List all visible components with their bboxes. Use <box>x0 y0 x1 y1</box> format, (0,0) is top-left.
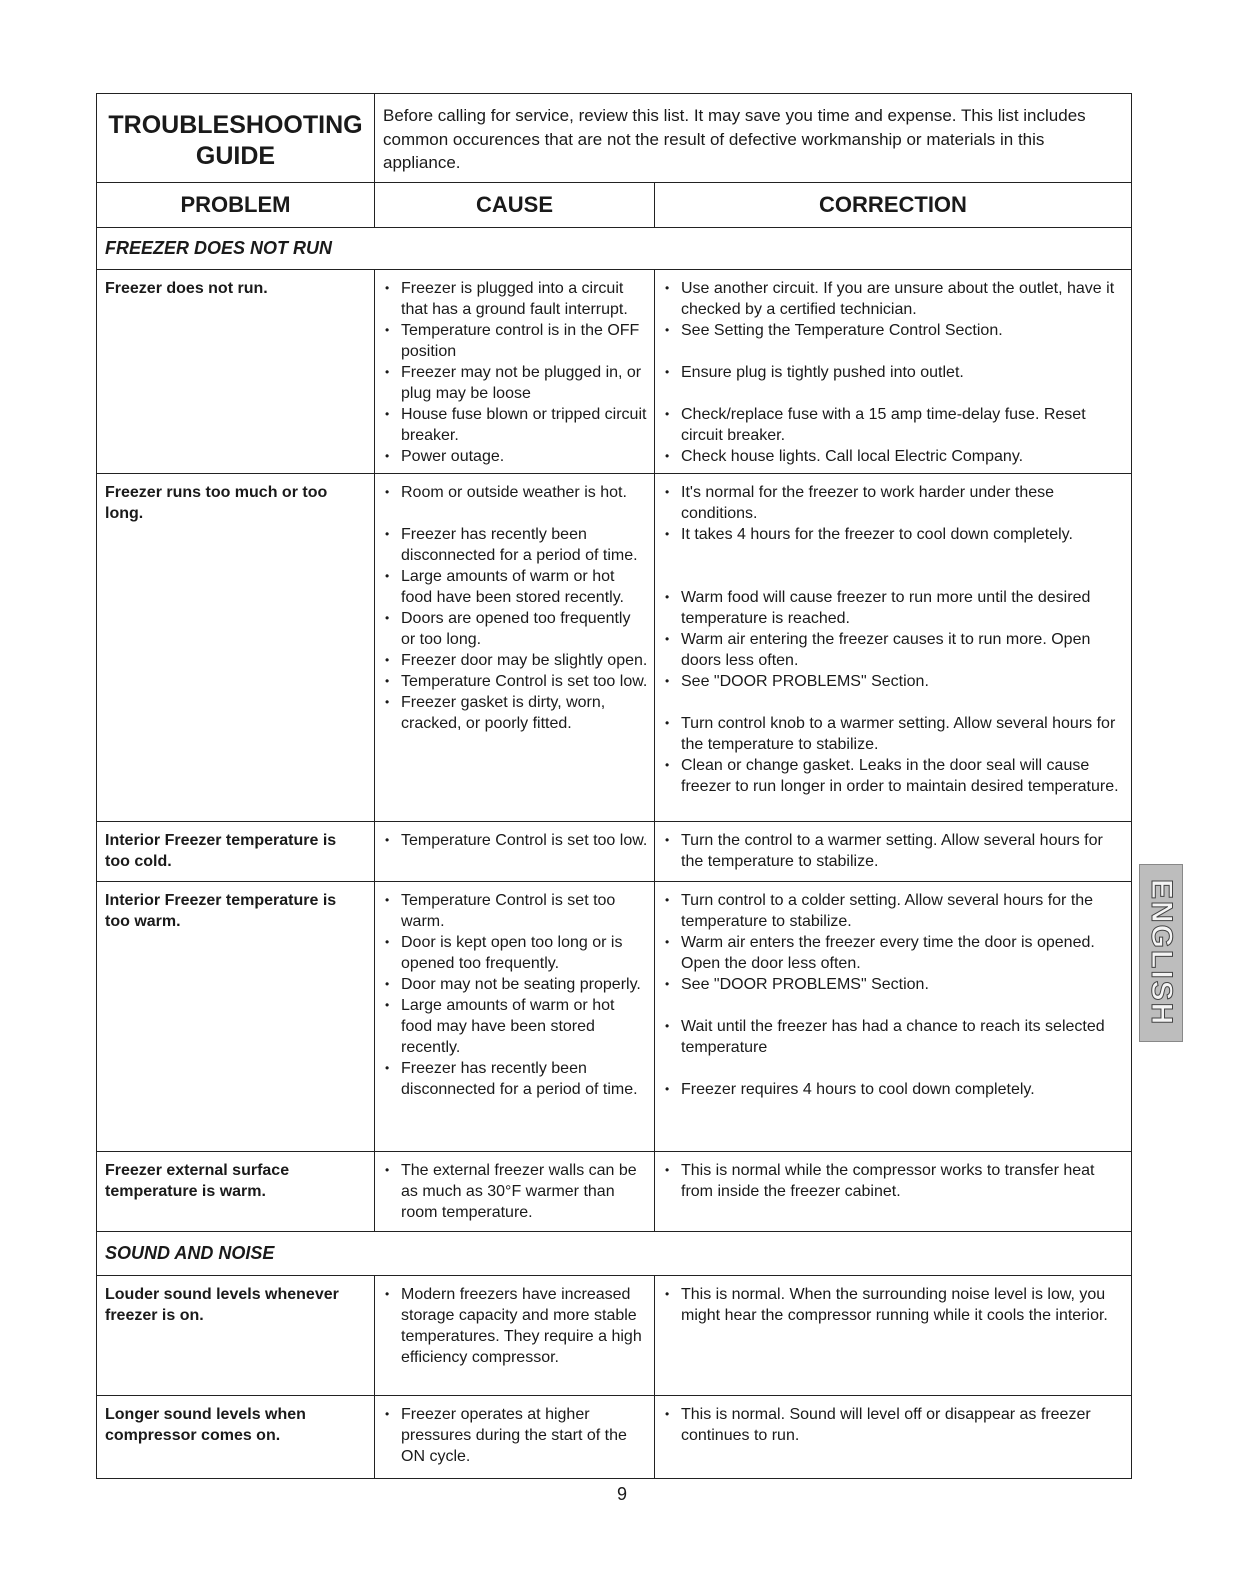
cause-item: • Room or outside weather is hot. <box>383 482 648 503</box>
correction-item: • Clean or change gasket. Leaks in the door seal will cause freezer to run longer in order to maintain desired temperature. <box>663 755 1123 797</box>
correction-item: • This is normal while the compressor works to transfer heat from inside the freezer cabinet. <box>663 1160 1123 1202</box>
cause-item: • Temperature Control is set too low. <box>383 671 648 692</box>
correction-item: • See Setting the Temperature Control Section. <box>663 320 1123 341</box>
correction-cell <box>655 1396 1131 1478</box>
cause-item: • Large amounts of warm or hot food may have been stored recently. <box>383 995 648 1058</box>
correction-item: • Warm air enters the freezer every time the door is opened. Open the door less often. <box>663 932 1123 974</box>
correction-item: • This is normal. When the surrounding noise level is low, you might hear the compressor running while it cools the interior. <box>663 1284 1123 1326</box>
table-row <box>97 882 1131 1152</box>
cause-cell <box>375 822 655 881</box>
correction-cell <box>655 474 1131 821</box>
table-row <box>97 822 1131 882</box>
cause-cell <box>375 1276 655 1395</box>
problem-cell: Louder sound levels whenever freezer is on. <box>97 1276 375 1395</box>
problem-cell: Longer sound levels when compressor comes on. <box>97 1396 375 1478</box>
cause-item: • Temperature control is in the OFF position <box>383 320 648 362</box>
table-row <box>97 1276 1131 1396</box>
table-row <box>97 1396 1131 1478</box>
correction-item: • Use another circuit. If you are unsure about the outlet, have it checked by a certified technician. <box>663 278 1123 320</box>
cause-cell <box>375 270 655 473</box>
cause-item: • Door may not be seating properly. <box>383 974 648 995</box>
correction-item: • Check/replace fuse with a 15 amp time-delay fuse. Reset circuit breaker. <box>663 404 1123 446</box>
language-tab-label: ENGLISH <box>1145 879 1178 1027</box>
table-row <box>97 270 1131 474</box>
cause-item: • Temperature Control is set too warm. <box>383 890 648 932</box>
table-row <box>97 1152 1131 1232</box>
correction-item: • Turn control to a colder setting. Allow several hours for the temperature to stabilize. <box>663 890 1123 932</box>
correction-item: • Wait until the freezer has had a chance to reach its selected temperature <box>663 1016 1123 1058</box>
column-header-correction: CORRECTION <box>819 192 967 217</box>
cause-item: • The external freezer walls can be as much as 30°F warmer than room temperature. <box>383 1160 648 1223</box>
problem-cell: Interior Freezer temperature is too warm. <box>97 882 375 1151</box>
correction-item: • Ensure plug is tightly pushed into outlet. <box>663 362 1123 383</box>
cause-item: • Door is kept open too long or is opened too frequently. <box>383 932 648 974</box>
cause-item: • Doors are opened too frequently or too long. <box>383 608 648 650</box>
column-header-problem: PROBLEM <box>97 183 375 227</box>
language-tab <box>1139 864 1183 1042</box>
section-heading: FREEZER DOES NOT RUN <box>97 228 1131 270</box>
section-heading: SOUND AND NOISE <box>97 1232 1131 1276</box>
correction-cell <box>655 270 1131 473</box>
correction-item: • It's normal for the freezer to work harder under these conditions. <box>663 482 1123 524</box>
correction-item: • See "DOOR PROBLEMS" Section. <box>663 974 1123 995</box>
cause-cell <box>375 1396 655 1478</box>
title-line-1: TROUBLESHOOTING <box>108 111 363 139</box>
cause-cell <box>375 882 655 1151</box>
cause-item: • Freezer gasket is dirty, worn, cracked, or poorly fitted. <box>383 692 648 734</box>
column-headers <box>97 183 1131 228</box>
cause-item: • Modern freezers have increased storage capacity and more stable temperatures. They require a high efficiency compressor. <box>383 1284 648 1368</box>
correction-cell <box>655 1276 1131 1395</box>
correction-cell <box>655 822 1131 881</box>
problem-cell: Freezer runs too much or too long. <box>97 474 375 821</box>
cause-item: • Freezer operates at higher pressures during the start of the ON cycle. <box>383 1404 648 1467</box>
correction-item: • See "DOOR PROBLEMS" Section. <box>663 671 1123 692</box>
correction-item: • Turn the control to a warmer setting. Allow several hours for the temperature to stabilize. <box>663 830 1123 872</box>
troubleshooting-table <box>96 93 1132 1479</box>
correction-item: • Check house lights. Call local Electric Company. <box>663 446 1123 467</box>
problem-cell: Interior Freezer temperature is too cold. <box>97 822 375 881</box>
cause-item: • Freezer may not be plugged in, or plug may be loose <box>383 362 648 404</box>
page-number: 9 <box>616 1484 627 1504</box>
table-header <box>97 94 1131 183</box>
cause-item: • Freezer has recently been disconnected for a period of time. <box>383 1058 648 1100</box>
cause-item: • Large amounts of warm or hot food have been stored recently. <box>383 566 648 608</box>
cause-cell <box>375 474 655 821</box>
table-row <box>97 474 1131 822</box>
column-header-cause: CAUSE <box>375 183 655 227</box>
problem-cell: Freezer external surface temperature is warm. <box>97 1152 375 1231</box>
correction-item: • It takes 4 hours for the freezer to cool down completely. <box>663 524 1123 545</box>
correction-item: • This is normal. Sound will level off or disappear as freezer continues to run. <box>663 1404 1123 1446</box>
correction-cell <box>655 882 1131 1151</box>
cause-item: • Temperature Control is set too low. <box>383 830 648 851</box>
cause-item: • Freezer door may be slightly open. <box>383 650 648 671</box>
title-line-2: GUIDE <box>195 142 276 170</box>
intro-text: Before calling for service, review this list. It may save you time and expense. This list includes common occurences that are not the result of defective workmanship or materials in this appliance. <box>383 106 1086 172</box>
correction-item: • Turn control knob to a warmer setting. Allow several hours for the temperature to stabilize. <box>663 713 1123 755</box>
page-title <box>97 94 375 182</box>
cause-item: • House fuse blown or tripped circuit breaker. <box>383 404 648 446</box>
cause-cell <box>375 1152 655 1231</box>
problem-cell: Freezer does not run. <box>97 270 375 473</box>
correction-item: • Warm air entering the freezer causes it to run more. Open doors less often. <box>663 629 1123 671</box>
cause-item: • Power outage. <box>383 446 648 467</box>
cause-item: • Freezer is plugged into a circuit that has a ground fault interrupt. <box>383 278 648 320</box>
cause-item: • Freezer has recently been disconnected for a period of time. <box>383 524 648 566</box>
correction-cell <box>655 1152 1131 1231</box>
correction-item: • Freezer requires 4 hours to cool down completely. <box>663 1079 1123 1100</box>
correction-item: • Warm food will cause freezer to run more until the desired temperature is reached. <box>663 587 1123 629</box>
